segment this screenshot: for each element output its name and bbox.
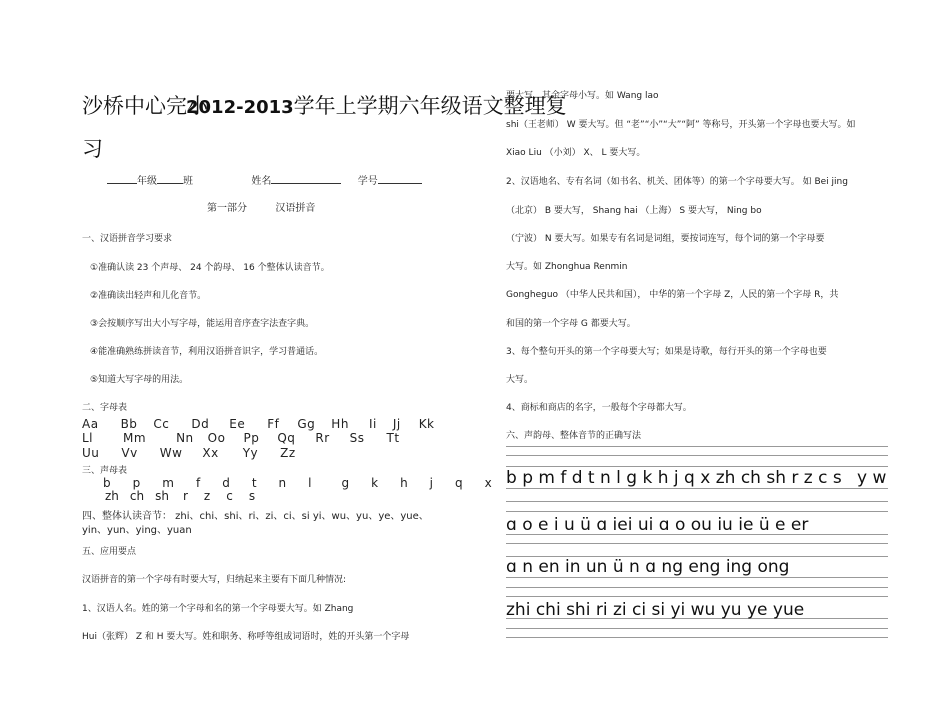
- number-blank[interactable]: [378, 173, 422, 184]
- initial: x: [484, 476, 492, 490]
- name-label: 姓名: [251, 176, 272, 187]
- requirement-item: ①准确认读 23 个声母、 24 个韵母、 16 个整体认读音节。: [90, 263, 330, 273]
- requirement-item: ⑤知道大写字母的用法。: [90, 375, 189, 385]
- paragraph-line: 4、商标和商店的名字，一般每个字母都大写。: [506, 403, 692, 413]
- letter-pair: Bb: [120, 417, 138, 431]
- writing-rule: [506, 446, 888, 447]
- writing-rule: [506, 637, 888, 638]
- letter-pair: Qq: [277, 431, 296, 445]
- letter-pair: Vv: [121, 446, 138, 460]
- letter-pair: Ff: [267, 417, 280, 431]
- part-heading: [207, 199, 315, 214]
- initial: t: [251, 476, 257, 490]
- letter-pair: Gg: [297, 417, 316, 431]
- alphabet-row: [82, 431, 400, 445]
- initial: h: [400, 476, 408, 490]
- initial: j: [429, 476, 434, 490]
- letter-pair: Rr: [315, 431, 330, 445]
- pinyin-semivowels: y w: [857, 468, 887, 488]
- student-form: [107, 172, 422, 187]
- alphabet-row: [82, 446, 296, 460]
- initial: d: [222, 476, 230, 490]
- initials-row: [105, 489, 255, 503]
- writing-rule: [506, 628, 888, 629]
- section-heading: 二、字母表: [82, 403, 128, 413]
- letter-pair: Xx: [202, 446, 219, 460]
- paragraph-line: 大写。: [506, 375, 534, 385]
- letter-pair: Ww: [159, 446, 183, 460]
- requirement-item: ④能准确熟练拼读音节，利用汉语拼音识字，学习普通话。: [90, 347, 324, 357]
- part-label: 第一部分: [207, 203, 247, 214]
- paragraph-line: shi（王老师） W 要大写。但 “老”“小”“大”“阿” 等称号，开头第一个字母也要大写。如: [506, 120, 856, 130]
- title-term: 学年上学期六年级语文整理复: [293, 94, 567, 118]
- part-topic: 汉语拼音: [275, 203, 316, 214]
- letter-pair: Oo: [207, 431, 226, 445]
- initial: zh: [105, 489, 119, 503]
- letter-pair: Yy: [242, 446, 259, 460]
- letter-pair: Uu: [82, 446, 100, 460]
- letter-pair: Jj: [392, 417, 401, 431]
- writing-rule: [506, 455, 888, 456]
- section-heading: 五、应用要点: [82, 547, 137, 557]
- paragraph-line: Gongheguo （中华人民共和国）， 中华的第一个字母 Z，人民的第一个字母 R，共: [506, 290, 839, 300]
- requirement-item: ③会按顺序写出大小写字母，能运用音序查字法查字典。: [90, 319, 315, 329]
- letter-pair: Dd: [191, 417, 210, 431]
- initial: r: [182, 489, 188, 503]
- paragraph-line: 和国的第一个字母 G 都要大写。: [506, 319, 636, 329]
- letter-pair: Ii: [368, 417, 377, 431]
- letter-pair: Pp: [243, 431, 260, 445]
- initials-row: [103, 476, 492, 490]
- section-heading: 一、汉语拼音学习要求: [82, 234, 173, 244]
- paragraph-line: 2、汉语地名、专有名词（如书名、机关、团体等）的第一个字母要大写。 如 Bei jing: [506, 177, 848, 187]
- writing-rule: [506, 488, 888, 489]
- initial: p: [132, 476, 141, 490]
- grade-blank[interactable]: [107, 173, 137, 184]
- writing-rule: [506, 543, 888, 544]
- writing-rule: [506, 511, 888, 512]
- initial: f: [195, 476, 201, 490]
- initial: m: [162, 476, 174, 490]
- letter-pair: Cc: [153, 417, 170, 431]
- initial: c: [226, 489, 233, 503]
- pinyin-nasal-finals-line: ɑ n en in un ü n ɑ ng eng ing ong: [506, 557, 790, 577]
- initial: k: [371, 476, 379, 490]
- initial: n: [278, 476, 287, 490]
- pinyin-whole-syllables-line: zhi chi shi ri zi ci si yi wu yu ye yue: [506, 600, 805, 620]
- writing-rule: [506, 587, 888, 588]
- pinyin-finals-line: ɑ o e i u ü ɑ iei ui ɑ o ou iu ie ü e er: [506, 515, 809, 535]
- paragraph-line: Xiao Liu （小刘） X、 L 要大写。: [506, 148, 646, 158]
- paragraph-line: （宁波） N 要大写。如果专有名词是词组，要按词连写，每个词的第一个字母要: [506, 234, 825, 244]
- paragraph-line: 1、汉语人名。姓的第一个字母和名的第一个字母要大写。如 Zhang: [82, 604, 354, 614]
- paragraph-line: Hui（张辉） Z 和 H 要大写。姓和职务、称呼等组成词语时，姓的开头第一个字母: [82, 632, 410, 642]
- writing-rule: [506, 466, 888, 467]
- letter-pair: Ee: [229, 417, 246, 431]
- letter-pair: Tt: [386, 431, 400, 445]
- section-heading: 六、声韵母、整体音节的正确写法: [506, 431, 642, 441]
- letter-pair: Hh: [331, 417, 349, 431]
- class-label: 班: [183, 176, 193, 187]
- initial: sh: [155, 489, 169, 503]
- section-heading: 三、声母表: [82, 466, 128, 476]
- requirement-item: ②准确读出轻声和儿化音节。: [90, 291, 207, 301]
- letter-pair: Mm: [123, 431, 147, 445]
- paragraph-line: 大写。如 Zhonghua Renmin: [506, 262, 628, 272]
- letter-pair: Ss: [349, 431, 365, 445]
- writing-rule: [506, 577, 888, 578]
- name-blank[interactable]: [271, 173, 341, 184]
- paragraph-line: 3、每个整句开头的第一个字母要大写；如果是诗歌，每行开头的第一个字母也要: [506, 347, 827, 357]
- initial: z: [203, 489, 211, 503]
- number-label: 学号: [357, 176, 378, 187]
- initial: g: [341, 476, 350, 490]
- letter-pair: Zz: [280, 446, 296, 460]
- page-title: [82, 90, 567, 120]
- paragraph-line: 要大写，其余字母小写。如 Wang lao: [506, 91, 659, 101]
- letter-pair: Ll: [82, 431, 94, 445]
- letter-pair: Nn: [176, 431, 194, 445]
- initial: l: [308, 476, 312, 490]
- page-title-cont: 习: [82, 137, 103, 161]
- letter-pair: Kk: [418, 417, 435, 431]
- alphabet-row: [82, 417, 435, 431]
- pinyin-initials-line: b p m f d t n l g k h j q x zh ch sh r z c s: [506, 468, 842, 488]
- title-school: 沙桥中心完小: [82, 94, 208, 118]
- paragraph-line: 汉语拼音的第一个字母有时要大写，归纳起来主要有下面几种情况:: [82, 575, 347, 585]
- whole-syllables-line: 四、整体认读音节： zhi、chi、shi、ri、zi、ci、si yi、wu、yu、ye、yue、: [82, 511, 429, 522]
- writing-rule: [506, 501, 888, 502]
- initial: ch: [129, 489, 145, 503]
- initial: b: [103, 476, 111, 490]
- grade-label: 年级: [137, 176, 157, 187]
- title-years: 2012-2013: [186, 97, 294, 118]
- initial: q: [455, 476, 463, 490]
- paragraph-line: （北京） B 要大写， Shang hai （上海） S 要大写， Ning bo: [506, 206, 762, 216]
- letter-pair: Aa: [82, 417, 99, 431]
- writing-rule: [506, 596, 888, 597]
- class-blank[interactable]: [157, 173, 183, 184]
- initial: s: [248, 489, 256, 503]
- whole-syllables-line: yin、yun、ying、yuan: [82, 525, 192, 536]
